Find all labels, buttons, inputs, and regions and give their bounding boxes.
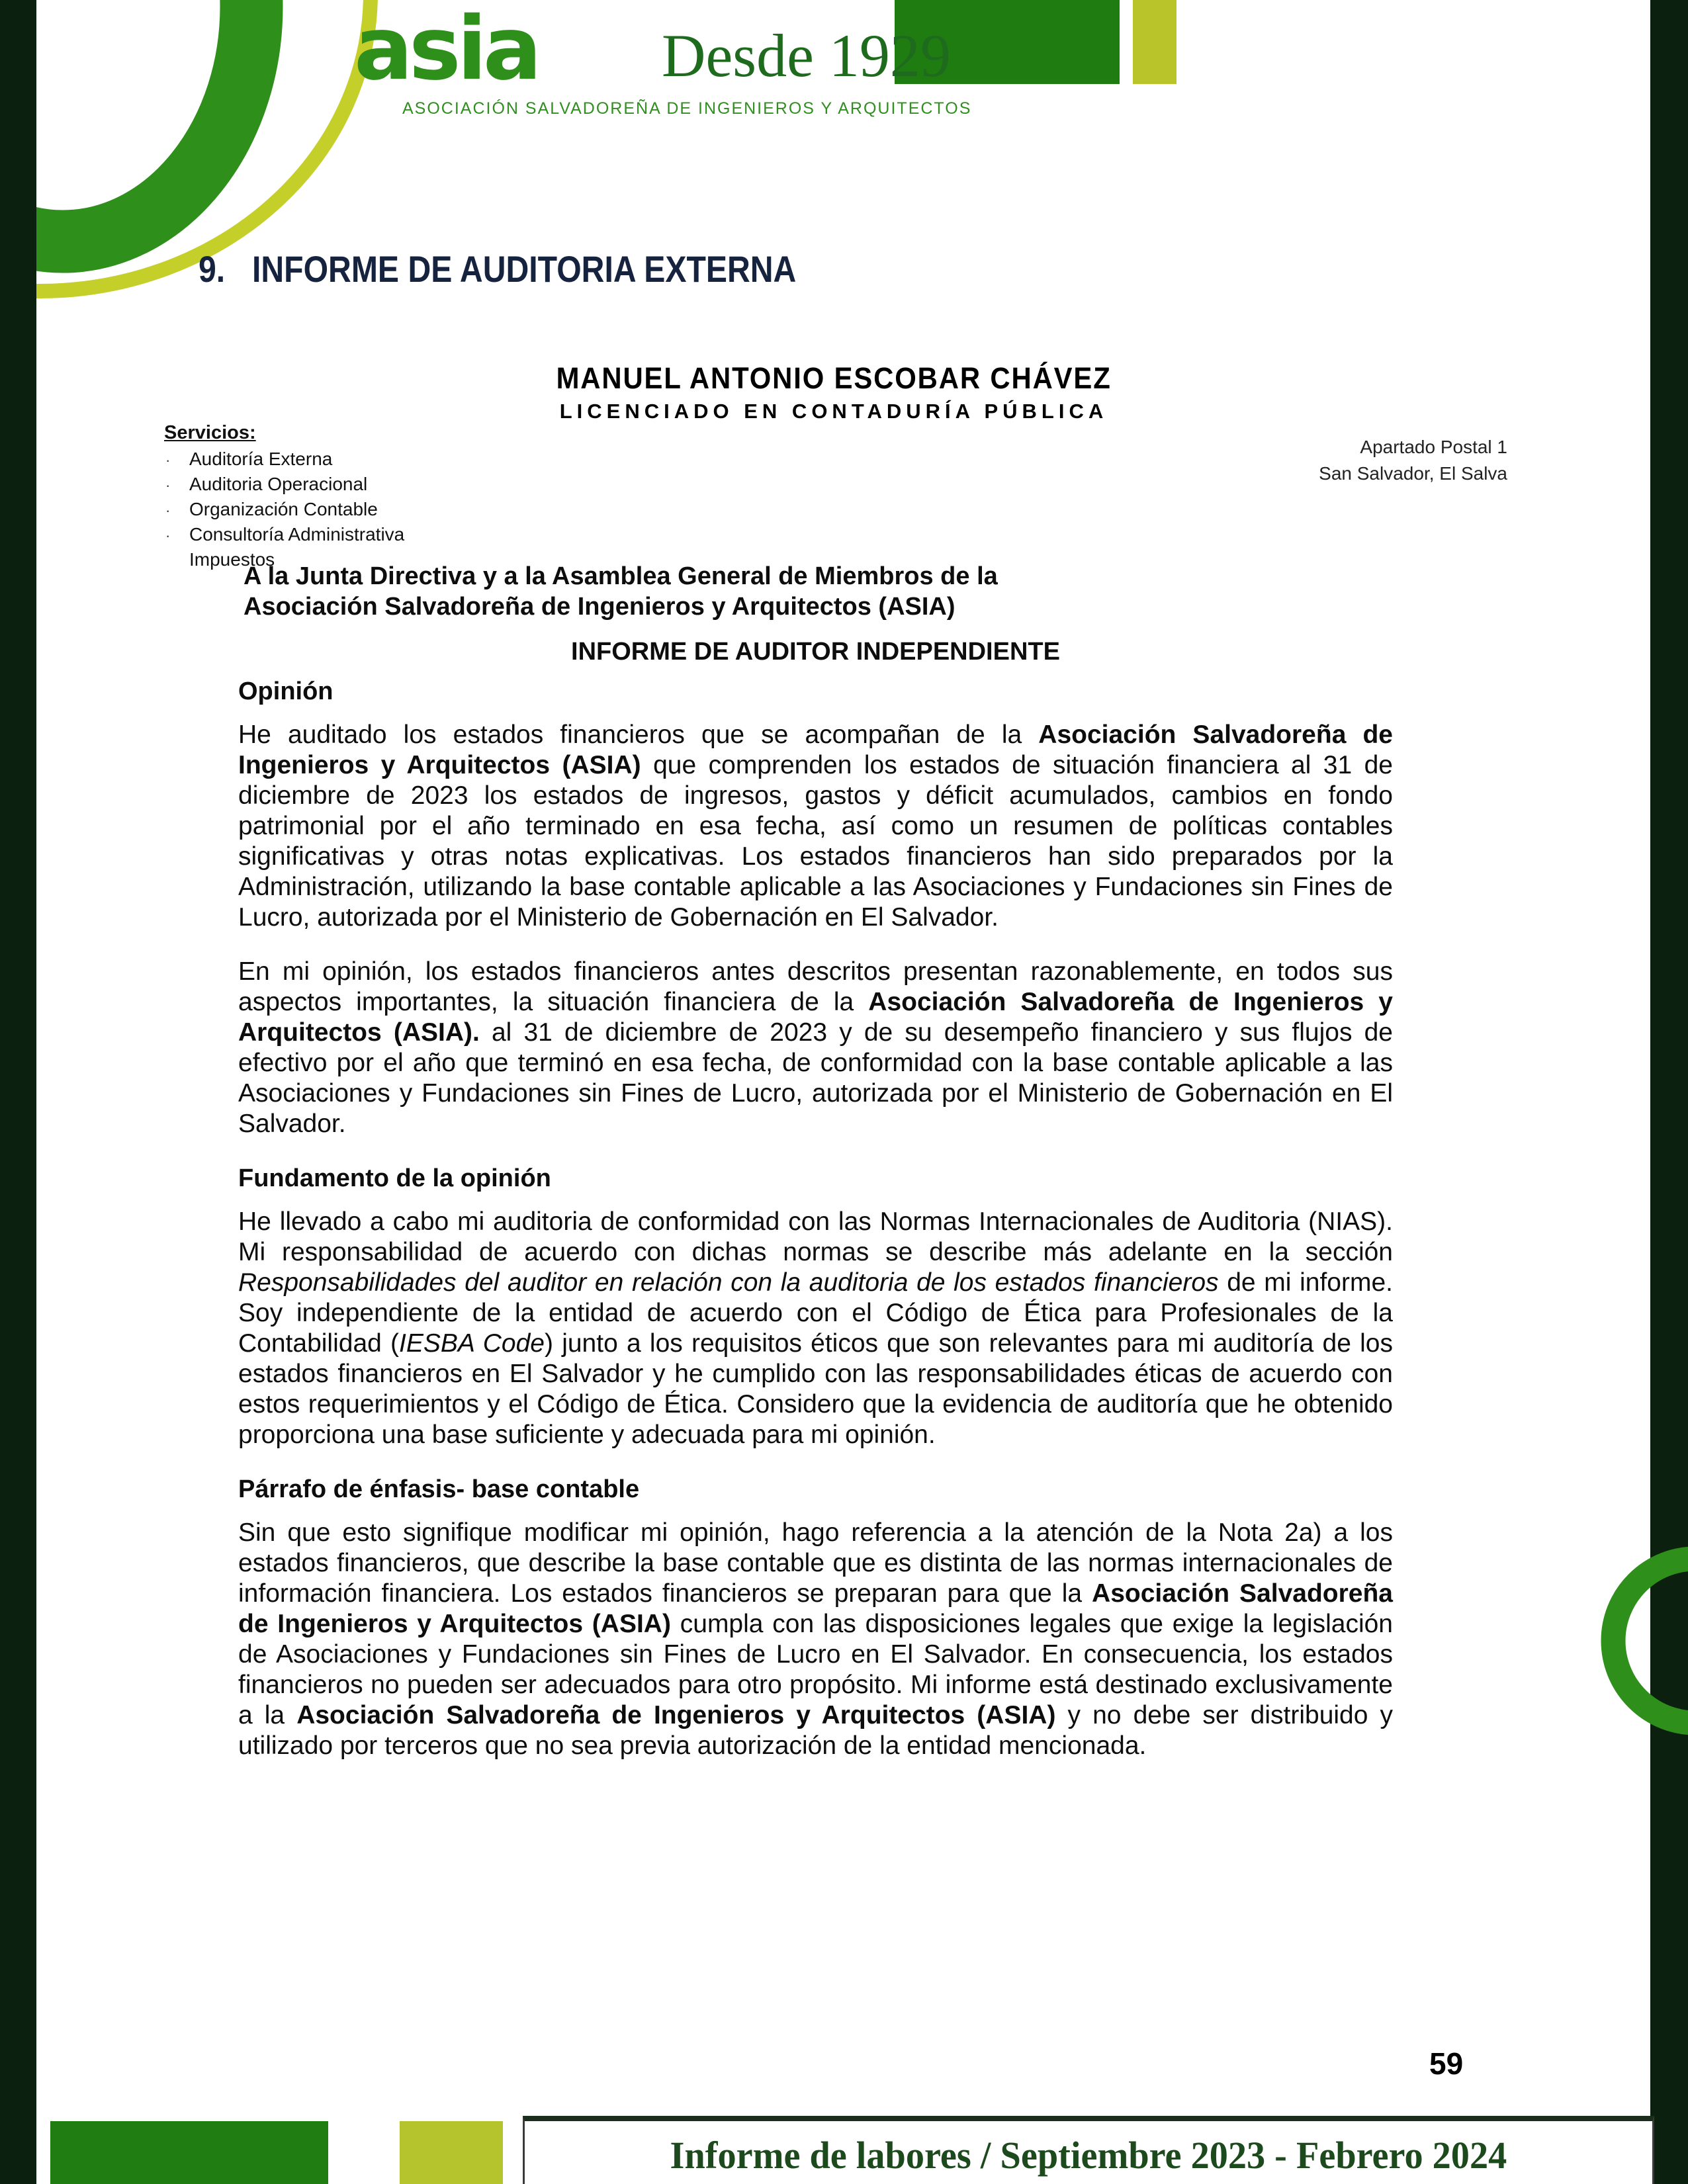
footer-banner-text: Informe de labores / Septiembre 2023 - Febrero 2024 xyxy=(670,2134,1507,2177)
services-label: Servicios: xyxy=(164,422,256,443)
bullet-dot-icon: · xyxy=(165,477,171,494)
right-edge-bar xyxy=(1650,0,1688,2184)
text-run: Asociación Salvadoreña de Ingenieros y Arquitectos (ASIA) xyxy=(238,1579,1394,1638)
body-section-heading: Párrafo de énfasis- base contable xyxy=(238,1475,640,1503)
section-title xyxy=(199,247,885,290)
address-block xyxy=(1319,434,1507,487)
service-item xyxy=(165,449,404,474)
report-title: INFORME DE AUDITOR INDEPENDIENTE xyxy=(571,638,1060,666)
header-yellow-block xyxy=(1133,0,1177,84)
text-run: Responsabilidades del auditor en relación con la auditoria de los estados financieros xyxy=(238,1268,1219,1297)
bullet-dot-icon: · xyxy=(165,452,171,468)
text-run: Asociación Salvadoreña de Ingenieros y Arquitectos (ASIA) xyxy=(238,721,1393,779)
bullet-dot-icon: · xyxy=(165,527,171,544)
footer-green-block xyxy=(50,2121,328,2184)
text-run: cumpla con las disposiciones legales que exige la legislación de Asociaciones y Fundaciones sin Fines de Lucro en El Salvador. En consecuencia, los estados financieros no pueden ser adecuados para otro propósito. Mi informe está destinado exclusivamente a la xyxy=(238,1610,1393,1729)
service-item xyxy=(165,524,404,549)
salutation-line-1: A la Junta Directiva y a la Asamblea General de Miembros de la xyxy=(244,562,998,590)
services-list xyxy=(165,449,404,574)
green-ring-arc xyxy=(0,0,251,241)
salutation xyxy=(244,561,998,622)
logo-wordmark: asia xyxy=(354,0,538,100)
right-ring-graphic xyxy=(1588,1542,1688,1740)
section-title-text: INFORME DE AUDITORIA EXTERNA xyxy=(251,248,797,290)
logo-tagline: ASOCIACIÓN SALVADOREÑA DE INGENIEROS Y ARQUITECTOS xyxy=(402,99,972,118)
text-run: y no debe ser distribuido y utilizado por terceros que no sea previa autorización de la entidad mencionada. xyxy=(238,1701,1393,1760)
text-run: al 31 de diciembre de 2023 y de su desempeño financiero y sus flujos de efectivo por el año que terminó en esa fecha, de conformidad con la base contable aplicable a las Asociaciones y Fundaciones sin Fines de Lucro, autorizada por el Ministerio de Gobernación en El Salvador. xyxy=(238,1018,1393,1138)
auditor-name xyxy=(371,361,1297,396)
section-number: 9. xyxy=(199,248,226,290)
text-run: ) junto a los requisitos éticos que son relevantes para mi auditoría de los estados financieros en El Salvador y he cumplido con las responsabilidades éticas de acuerdo con estos requerimientos y el Código de Ética. Considero que la evidencia de auditoría que he obtenido proporciona una base suficiente y adecuada para mi opinión. xyxy=(238,1329,1393,1449)
text-run: Sin que esto signifique modificar mi opinión, hago referencia a la atención de la Nota 2a) a los estados financieros, que describe la base contable que es distinta de las normas internacionales de información financiera. Los estados financieros se preparan para que la xyxy=(238,1518,1393,1608)
right-edge-ring xyxy=(1588,1542,1688,1740)
text-run: que comprenden los estados de situación financiera al 31 de diciembre de 2023 los estados de ingresos, gastos y déficit acumulados, cambios en fondo patrimonial por el año terminado en esa fecha, así como un resumen de políticas contables significativas y otras notas explicativas. Los estados financieros han sido preparados por la Administración, utilizando la base contable aplicable a las Asociaciones y Fundaciones sin Fines de Lucro, autorizada por el Ministerio de Gobernación en El Salvador. xyxy=(238,751,1393,932)
text-run: de mi informe. Soy independiente de la entidad de acuerdo con el Código de Ética para Profesionales de la Contabilidad ( xyxy=(238,1268,1393,1358)
service-item xyxy=(165,499,404,524)
service-item-label: Consultoría Administrativa xyxy=(189,524,405,545)
paragraph xyxy=(238,1207,1393,1450)
service-item-label: Auditoría Externa xyxy=(189,449,333,469)
service-item-label: Auditoria Operacional xyxy=(189,474,368,494)
body-section-heading: Fundamento de la opinión xyxy=(238,1164,551,1192)
service-item-label: Organización Contable xyxy=(189,499,378,519)
salutation-line-2: Asociación Salvadoreña de Ingenieros y Arquitectos (ASIA) xyxy=(244,593,955,621)
green-circle-icon xyxy=(1613,1559,1688,1723)
text-run: IESBA Code xyxy=(399,1329,545,1358)
address-line-1: Apartado Postal 1 xyxy=(1360,437,1507,457)
service-item xyxy=(165,474,404,499)
letter-body xyxy=(238,676,1393,1785)
text-run: Asociación Salvadoreña de Ingenieros y Arquitectos (ASIA). xyxy=(238,988,1393,1047)
body-section-heading: Opinión xyxy=(238,677,333,705)
address-line-2: San Salvador, El Salva xyxy=(1319,463,1507,484)
footer-banner xyxy=(523,2116,1654,2184)
left-edge-bar xyxy=(0,0,36,2184)
text-run: He auditado los estados financieros que se acompañan de la xyxy=(238,721,1039,749)
footer-yellow-block xyxy=(400,2121,503,2184)
paragraph xyxy=(238,720,1393,933)
page-number: 59 xyxy=(1429,2046,1464,2081)
text-run: He llevado a cabo mi auditoria de conformidad con las Normas Internacionales de Auditoria (NIAS). Mi responsabilidad de acuerdo con dichas normas se describe más adelante en la sección xyxy=(238,1207,1393,1266)
bullet-dot-icon: · xyxy=(165,502,171,519)
paragraph xyxy=(238,1518,1393,1761)
paragraph xyxy=(238,957,1393,1139)
logo-since-text: Desde 1929 xyxy=(662,22,951,89)
auditor-title: LICENCIADO EN CONTADURÍA PÚBLICA xyxy=(559,400,1108,423)
auditor-name-text: MANUEL ANTONIO ESCOBAR CHÁVEZ xyxy=(556,361,1112,395)
service-item-label: Impuestos xyxy=(189,549,275,570)
text-run: En mi opinión, los estados financieros antes descritos presentan razonablemente, en todos sus aspectos importantes, la situación financiera de la xyxy=(238,957,1393,1016)
text-run: Asociación Salvadoreña de Ingenieros y Arquitectos (ASIA) xyxy=(296,1701,1056,1729)
